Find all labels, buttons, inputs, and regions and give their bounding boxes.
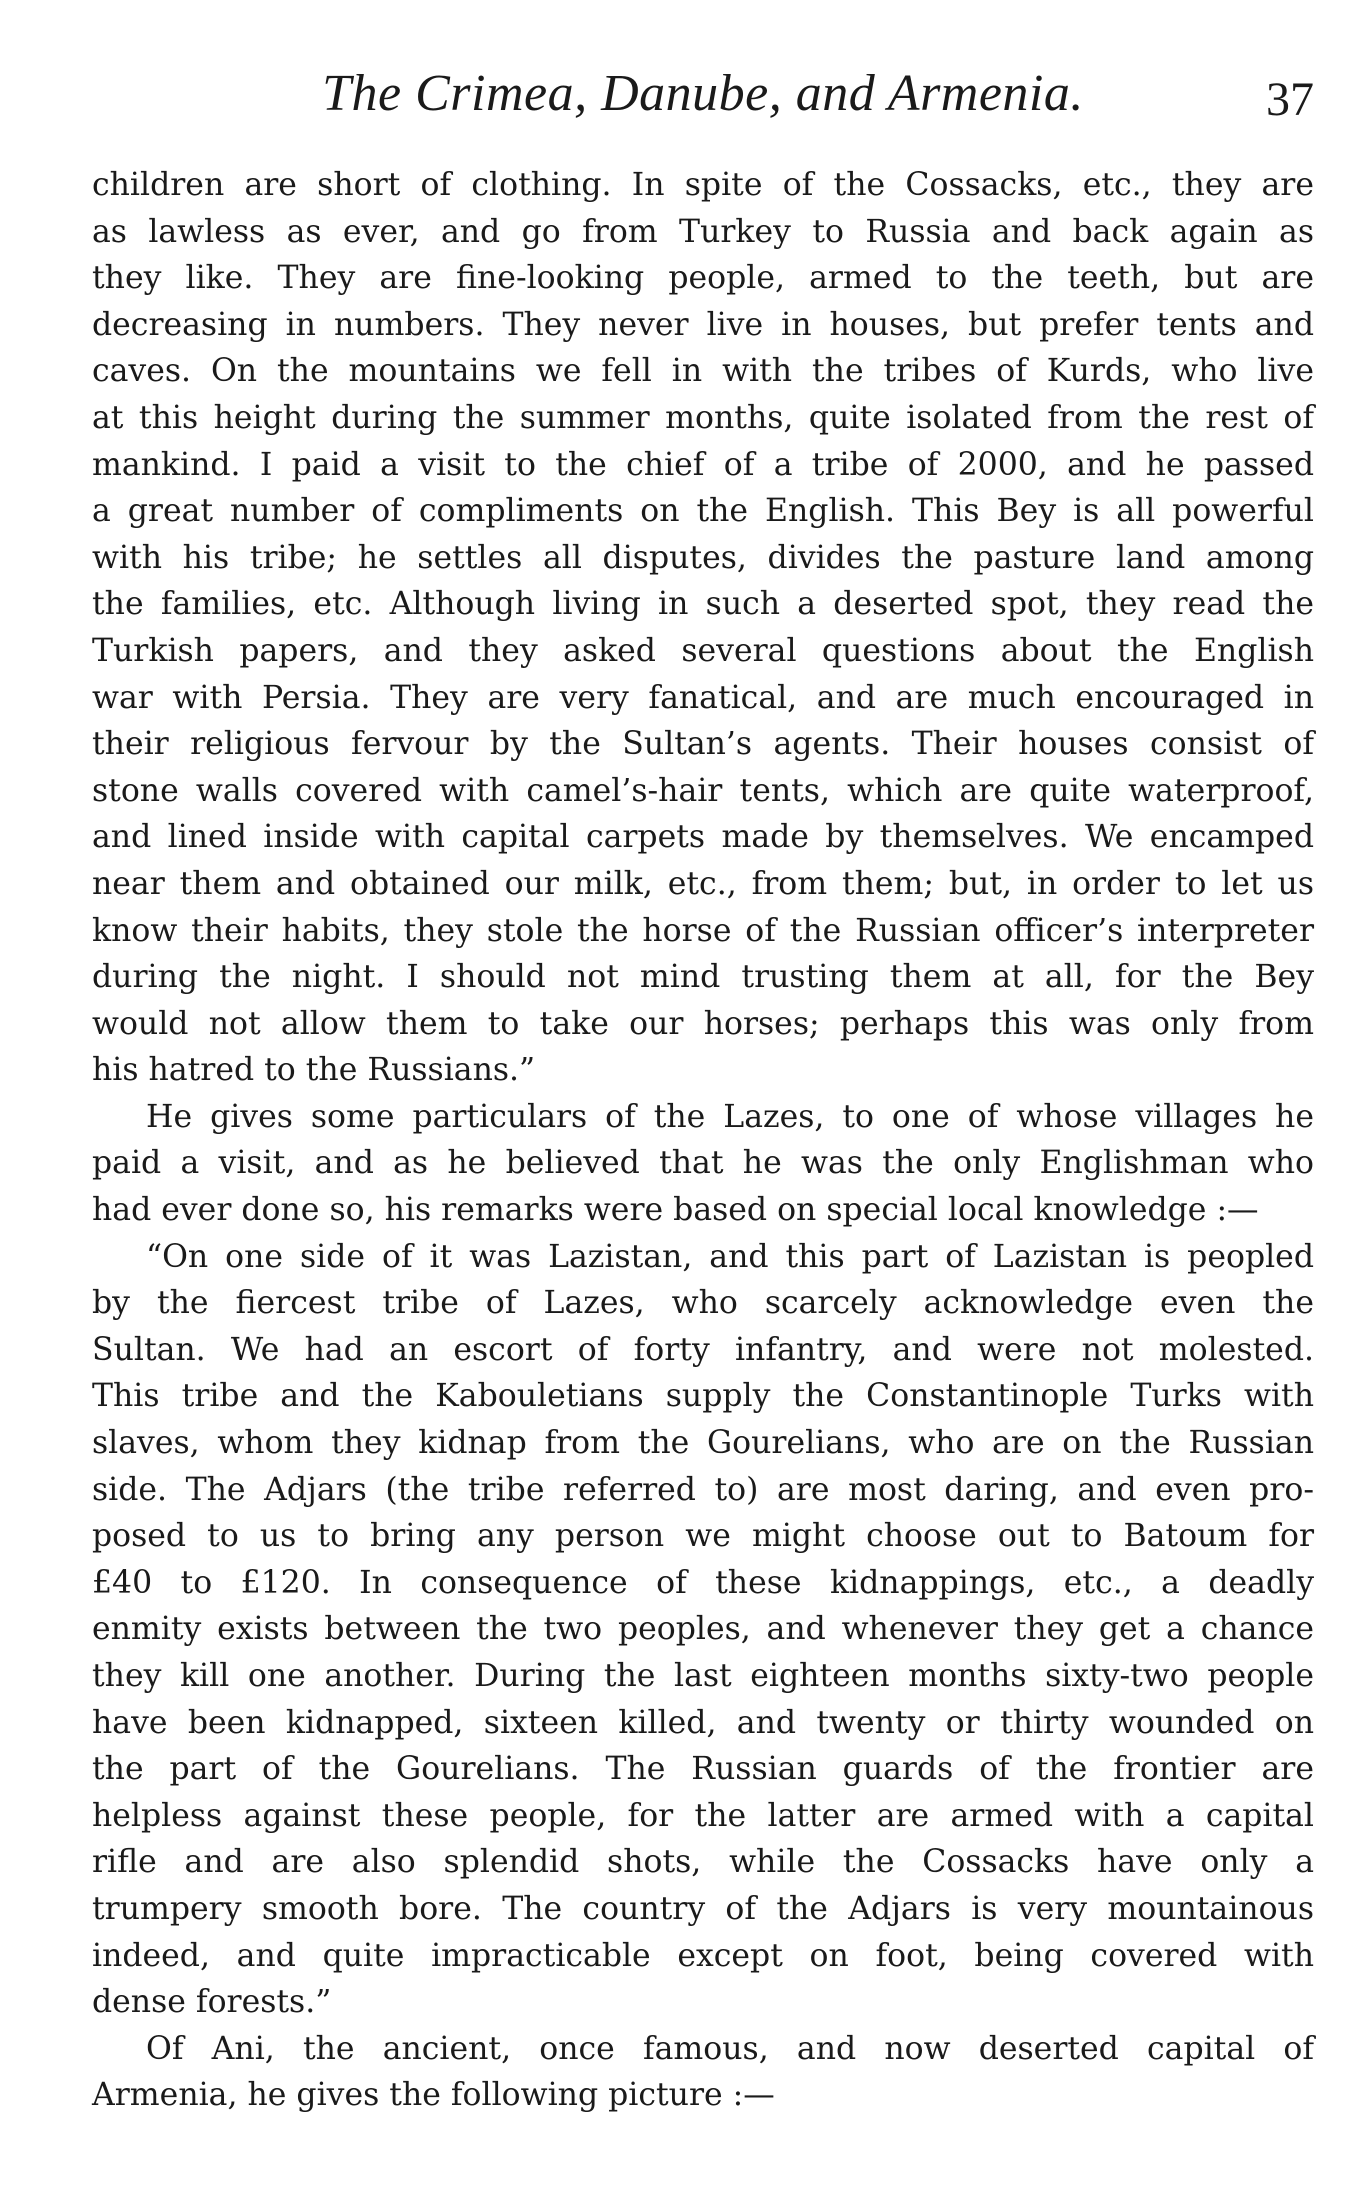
text-line: caves. On the mountains we fell in with the tribes of Kurds, who live bbox=[92, 353, 1314, 390]
text-line: dense forests.” bbox=[92, 1984, 332, 2021]
text-line: as lawless as ever, and go from Turkey to Russia and back again as bbox=[92, 213, 1314, 250]
text-line: Of Ani, the ancient, once famous, and now deserted capital of bbox=[146, 2030, 1314, 2067]
paragraph bbox=[92, 162, 1314, 1094]
text-line: would not allow them to take our horses; perhaps this was only from bbox=[92, 1005, 1314, 1042]
text-line: Sultan. We had an escort of forty infantry, and were not molested. bbox=[92, 1331, 1314, 1368]
running-title: The Crimea, Danube, and Armenia. bbox=[322, 65, 1084, 122]
paragraph bbox=[92, 2026, 1314, 2119]
text-line: Armenia, he gives the following picture :— bbox=[92, 2077, 775, 2114]
text-line: they like. They are fine-looking people, armed to the teeth, but are bbox=[92, 260, 1314, 297]
text-line: children are short of clothing. In spite of the Cossacks, etc., they are bbox=[92, 167, 1314, 203]
text-line: have been kidnapped, sixteen killed, and twenty or thirty wounded on bbox=[92, 1704, 1314, 1741]
text-line: had ever done so, his remarks were based on special local knowledge :— bbox=[92, 1192, 1259, 1229]
running-head bbox=[92, 64, 1314, 134]
text-line: they kill one another. During the last eighteen months sixty-two people bbox=[92, 1658, 1314, 1694]
text-line: their religious fervour by the Sultan’s agents. Their houses consist of bbox=[92, 726, 1314, 763]
text-line: mankind. I paid a visit to the chief of a tribe of 2000, and he passed bbox=[92, 446, 1314, 483]
text-line: during the night. I should not mind trusting them at all, for the Bey bbox=[92, 959, 1314, 996]
text-line: trumpery smooth bore. The country of the Adjars is very mountainous bbox=[92, 1890, 1314, 1927]
text-line: helpless against these people, for the latter are armed with a capital bbox=[92, 1797, 1314, 1834]
text-line: his hatred to the Russians.” bbox=[92, 1052, 536, 1089]
text-line: side. The Adjars (the tribe referred to) are most daring, and even pro- bbox=[92, 1471, 1314, 1508]
text-line: the part of the Gourelians. The Russian guards of the frontier are bbox=[92, 1751, 1314, 1788]
text-line: paid a visit, and as he believed that he was the only Englishman who bbox=[92, 1145, 1314, 1182]
text-line: a great number of compliments on the English. This Bey is all powerful bbox=[92, 493, 1314, 530]
text-line: at this height during the summer months, quite isolated from the rest of bbox=[92, 399, 1314, 436]
text-line: rifle and are also splendid shots, while the Cossacks have only a bbox=[92, 1844, 1314, 1881]
text-line: with his tribe; he settles all disputes, divides the pasture land among bbox=[92, 539, 1314, 576]
text-line: Turkish papers, and they asked several questions about the English bbox=[92, 632, 1314, 669]
text-line: and lined inside with capital carpets made by themselves. We encamped bbox=[92, 819, 1314, 856]
paragraph bbox=[92, 1234, 1314, 2026]
body-text bbox=[92, 162, 1314, 2119]
text-line: stone walls covered with camel’s-hair tents, which are quite waterproof, bbox=[92, 772, 1314, 809]
text-line: enmity exists between the two peoples, and whenever they get a chance bbox=[92, 1611, 1314, 1648]
text-line: decreasing in numbers. They never live in houses, but prefer tents and bbox=[92, 306, 1314, 343]
text-line: by the fiercest tribe of Lazes, who scarcely acknowledge even the bbox=[92, 1285, 1314, 1322]
text-line: indeed, and quite impracticable except on foot, being covered with bbox=[92, 1937, 1314, 1974]
text-line: This tribe and the Kabouletians supply the Constantinople Turks with bbox=[92, 1378, 1314, 1415]
text-line: posed to us to bring any person we might choose out to Batoum for bbox=[92, 1518, 1314, 1555]
paragraph bbox=[92, 1094, 1314, 1234]
text-line: near them and obtained our milk, etc., from them; but, in order to let us bbox=[92, 865, 1314, 902]
text-line: know their habits, they stole the horse of the Russian officer’s interpreter bbox=[92, 912, 1314, 949]
text-line: war with Persia. They are very fanatical, and are much encouraged in bbox=[92, 679, 1314, 716]
text-line: the families, etc. Although living in such a deserted spot, they read the bbox=[92, 586, 1314, 623]
text-line: £40 to £120. In consequence of these kidnappings, etc., a deadly bbox=[92, 1564, 1314, 1601]
text-line: He gives some particulars of the Lazes, to one of whose villages he bbox=[146, 1098, 1314, 1135]
text-line: slaves, whom they kidnap from the Gourelians, who are on the Russian bbox=[92, 1425, 1314, 1462]
text-line: “On one side of it was Lazistan, and this part of Lazistan is peopled bbox=[146, 1238, 1314, 1275]
page-number: 37 bbox=[1266, 73, 1314, 126]
